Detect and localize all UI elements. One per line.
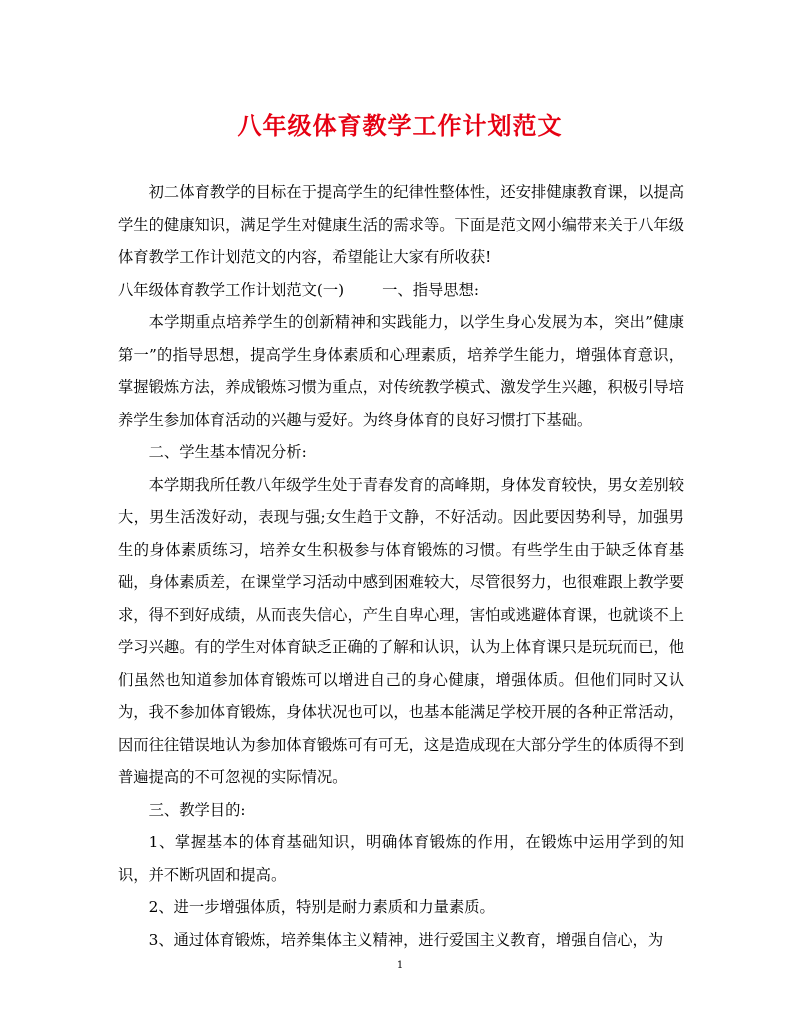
- subtitle: 八年级体育教学工作计划范文(一): [118, 280, 345, 299]
- page-number: 1: [396, 960, 404, 971]
- subtitle-line: [118, 274, 684, 307]
- section1-heading: 一、指导思想:: [382, 280, 480, 299]
- section1-paragraph: 本学期重点培养学生的创新精神和实践能力，以学生身心发展为本，突出”健康第一”的指导思想，提高学生身体素质和心理素质，培养学生能力，增强体育意识，掌握锻炼方法，养成锻炼习惯为重点，对传统教学模式、激发学生兴趣，积极引导培养学生参加体育活动的兴趣与爱好。为终身体育的良好习惯打下基础。: [118, 313, 684, 429]
- section2-heading: 二、学生基本情况分析:: [148, 443, 307, 461]
- section3-heading: 三、教学目的:: [148, 800, 246, 819]
- document-title: 八年级体育教学工作计划范文: [237, 111, 563, 140]
- document-body: [118, 176, 684, 956]
- goal-item: 3、通过体育锻炼，培养集体主义精神，进行爱国主义教育，增强自信心，为: [148, 930, 664, 949]
- goal-item: 1、掌握基本的体育基础知识，明确体育锻炼的作用，在锻炼中运用学到的知识，并不断巩固和提高。: [118, 833, 684, 884]
- intro-paragraph: 初二体育教学的目标在于提高学生的纪律性整体性，还安排健康教育课，以提高学生的健康知识，满足学生对健康生活的需求等。下面是范文网小编带来关于八年级体育教学工作计划范文的内容，希望能让大家有所收获!: [118, 183, 684, 266]
- section2-paragraph: 本学期我所任教八年级学生处于青春发育的高峰期，身体发育较快，男女差别较大，男生活泼好动，表现与强;女生趋于文静，不好活动。因此要因势利导，加强男生的身体素质练习，培养女生积极参与体育锻炼的习惯。有些学生由于缺乏体育基础，身体素质差，在课堂学习活动中感到困难较大，尽管很努力，也很难跟上教学要求，得不到好成绩，从而丧失信心，产生自卑心理，害怕或逃避体育课，也就谈不上学习兴趣。有的学生对体育缺乏正确的了解和认识，认为上体育课只是玩玩而已，他们虽然也知道参加体育锻炼可以增进自己的身心健康，增强体质。但他们同时又认为，我不参加体育锻炼，身体状况也可以，也基本能满足学校开展的各种正常活动，因而往往错误地认为参加体育锻炼可有可无，这是造成现在大部分学生的体质得不到普遍提高的不可忽视的实际情况。: [118, 475, 684, 786]
- goal-item: 2、进一步增强体质，特别是耐力素质和力量素质。: [148, 898, 495, 916]
